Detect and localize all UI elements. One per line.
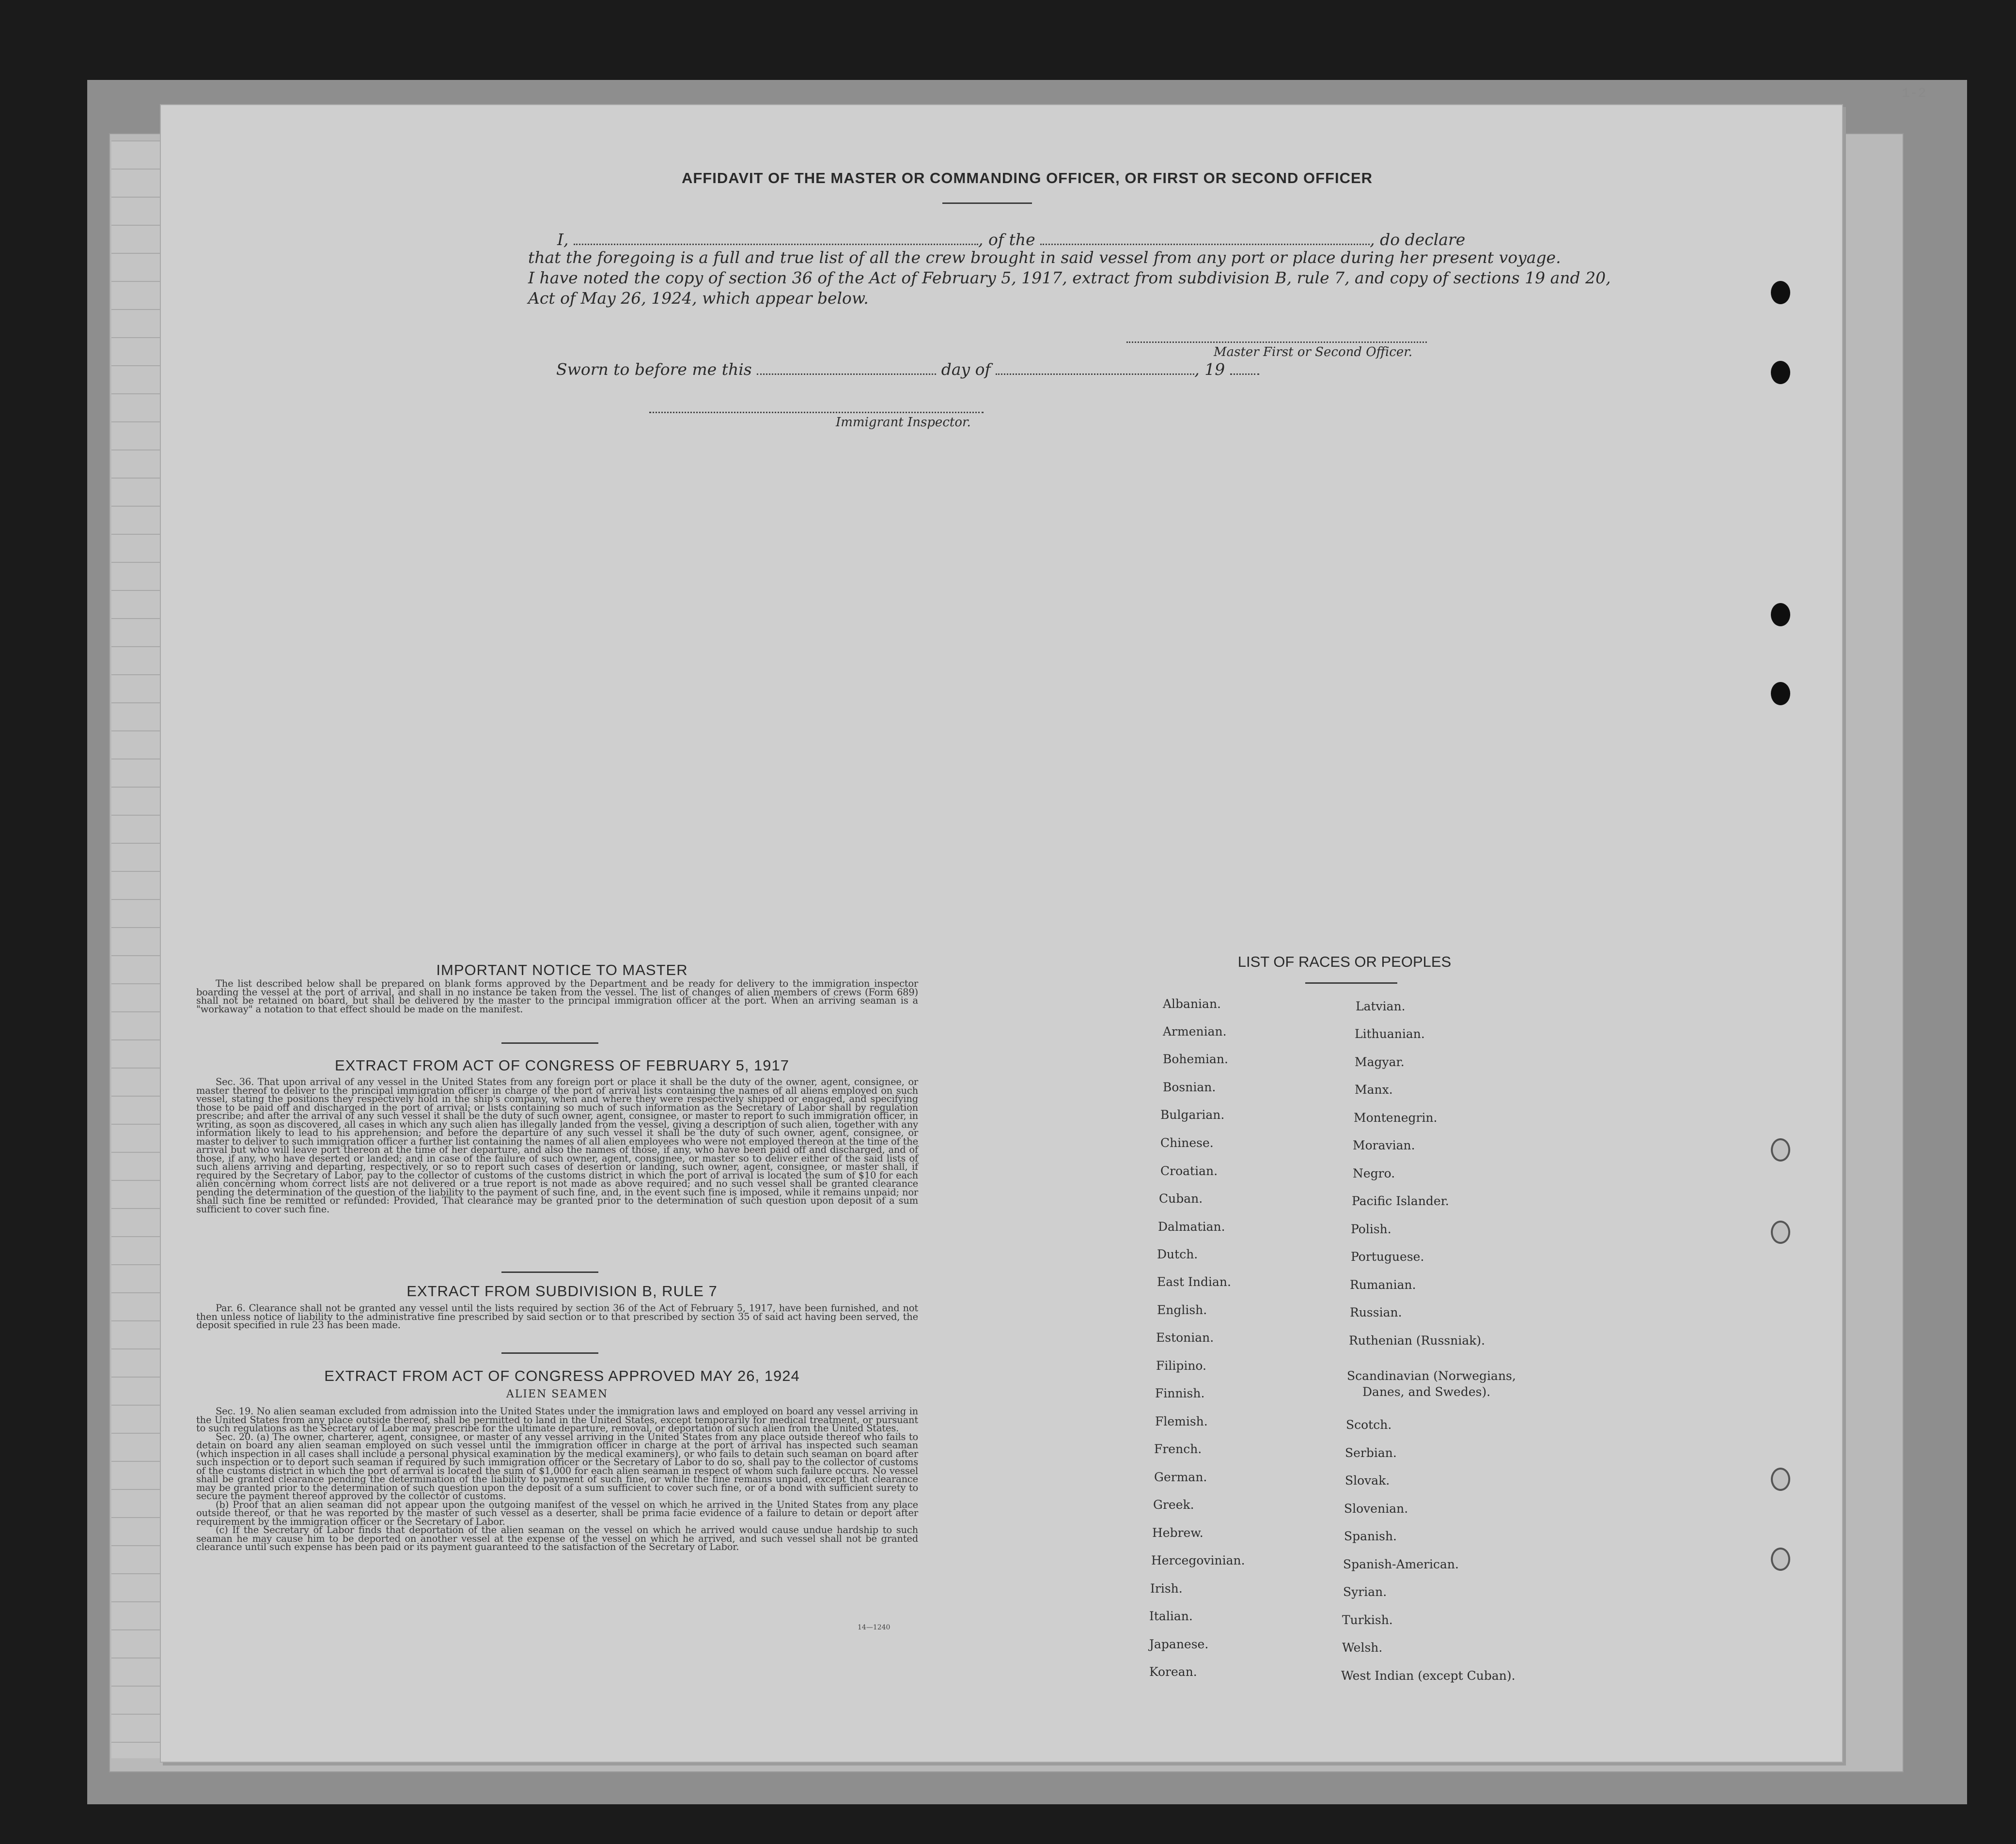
- section-rule: [501, 1352, 598, 1354]
- races-title: LIST OF RACES OR PEOPLES: [1237, 953, 1452, 970]
- notice-body: [196, 979, 918, 1013]
- sec-20a-paragraph: Sec. 20. (a) The owner, charterer, agent, consignee, or master of any vessel arriving in the United States from any place outside thereof who fails to detain on board any alien seaman employed on such vessel until the immigration officer in charge at the port of arrival has inspected such seaman (which inspection in all cases shall include a personal physical examination by the medical examiners), or who fails to detain such seaman on board after such inspection or to deport such seaman if required by such immigration officer or the Secretary of Labor to do so, shall pay to the collector of customs of the customs district in which the port of arrival is located the sum of $1,000 for each alien seaman in respect of whom such failure occurs. No vessel shall be granted clearance pending the determination of the liability to payment of such fine, or while the fine remains unpaid, except that clearance may be granted prior to the determination of such question upon the deposit of a sum sufficient to cover such fine, or of a bond with sufficient surety to secure the payment thereof approved by the collector of customs.: [196, 1431, 918, 1502]
- race-item: Turkish.: [1342, 1613, 1393, 1627]
- form-number: 14—1240: [858, 1624, 891, 1631]
- race-item: Italian.: [1149, 1609, 1193, 1623]
- race-item: Estonian.: [1156, 1331, 1214, 1345]
- race-item: Spanish-American.: [1343, 1557, 1459, 1571]
- race-item: Welsh.: [1342, 1641, 1383, 1655]
- extract-1917-body: [196, 1078, 918, 1213]
- affidavit-line-2: that the foregoing is a full and true list of all the crew brought in said vessel from any port or place during her present voyage.: [528, 248, 1561, 267]
- race-item: Flemish.: [1155, 1414, 1208, 1428]
- race-item: French.: [1154, 1442, 1202, 1456]
- extract-1924-body: [196, 1407, 918, 1551]
- punch-hole: [1771, 1548, 1790, 1571]
- races-title-rule: [1305, 982, 1397, 984]
- race-item: Syrian.: [1343, 1585, 1387, 1599]
- extract-1917-title: EXTRACT FROM ACT OF CONGRESS OF FEBRUARY 5, 1917: [334, 1057, 790, 1074]
- race-item: Finnish.: [1155, 1386, 1205, 1400]
- punch-hole: [1771, 1468, 1790, 1491]
- race-item: Rumanian.: [1350, 1278, 1416, 1292]
- race-item: Bosnian.: [1163, 1080, 1216, 1094]
- do-declare-label: , do declare: [1370, 230, 1466, 249]
- frame-number: 1-2: [1902, 86, 1926, 101]
- race-item: West Indian (except Cuban).: [1341, 1669, 1516, 1683]
- alien-seamen-subtitle: ALIEN SEAMEN: [506, 1388, 609, 1400]
- title-rule: [942, 202, 1032, 204]
- i-label: I,: [557, 230, 569, 249]
- race-item: Spanish.: [1344, 1529, 1397, 1543]
- extract-rule7-body: [196, 1304, 918, 1330]
- race-item: Danes, and Swedes).: [1362, 1385, 1491, 1399]
- vessel-blank: [1040, 228, 1370, 245]
- race-item: German.: [1154, 1470, 1207, 1484]
- par-6-paragraph: Par. 6. Clearance shall not be granted any vessel until the lists required by section 36 of the Act of February 5, 1917, have been furnished, and not then unless notice of liability to the administrative fine prescribed by said section or to that prescribed by section 35 of said act having been served, the deposit specified in rule 23 has been made.: [196, 1302, 918, 1331]
- race-item: Hebrew.: [1152, 1526, 1203, 1540]
- race-item: Greek.: [1153, 1498, 1194, 1512]
- sworn-line: [556, 357, 1477, 379]
- race-item: Japanese.: [1149, 1637, 1209, 1651]
- race-item: Lithuanian.: [1355, 1027, 1425, 1041]
- race-item: Slovenian.: [1344, 1502, 1408, 1516]
- race-item: Dutch.: [1157, 1247, 1198, 1261]
- race-item: Bohemian.: [1163, 1052, 1228, 1066]
- extract-rule7-title: EXTRACT FROM SUBDIVISION B, RULE 7: [406, 1283, 718, 1300]
- master-signature-line[interactable]: [1126, 341, 1427, 343]
- race-item: Pacific Islander.: [1352, 1194, 1449, 1208]
- race-item: Korean.: [1149, 1665, 1197, 1679]
- race-item: Scandinavian (Norwegians,: [1347, 1369, 1516, 1383]
- race-item: Slovak.: [1345, 1473, 1390, 1488]
- extract-1924-title: EXTRACT FROM ACT OF CONGRESS APPROVED MAY 26, 1924: [324, 1367, 800, 1384]
- punch-hole: [1771, 682, 1790, 705]
- year-label: , 19: [1194, 360, 1225, 379]
- race-item: Negro.: [1353, 1166, 1395, 1180]
- notice-paragraph: The list described below shall be prepared on blank forms approved by the Department and be ready for delivery to the immigration inspector boarding the vessel at the port of arrival, and shall in no instance be taken from the vessel. The list of changes of alien members of crews (Form 689) shall not be retained on board, but shall be delivered by the master to the principal immigration officer at the port. When an arriving seaman is a "workaway" a notation to that effect should be made on the manifest.: [196, 978, 918, 1015]
- section-rule: [501, 1042, 598, 1044]
- punch-hole: [1771, 361, 1790, 384]
- year-blank[interactable]: [1230, 357, 1259, 375]
- race-item: Ruthenian (Russniak).: [1349, 1333, 1485, 1348]
- race-item: Albanian.: [1163, 997, 1221, 1011]
- day-of-label: day of: [941, 360, 991, 379]
- race-item: English.: [1157, 1303, 1207, 1317]
- master-signature-label: Master First or Second Officer.: [1214, 345, 1413, 359]
- affidavit-title: AFFIDAVIT OF THE MASTER OR COMMANDING OFFICER, OR FIRST OR SECOND OFFICER: [681, 170, 1373, 186]
- inspector-signature-label: Immigrant Inspector.: [836, 415, 971, 430]
- punch-hole: [1771, 1138, 1790, 1162]
- sec-36-paragraph: Sec. 36. That upon arrival of any vessel in the United States from any foreign port or place it shall be the duty of the owner, agent, consignee, or master thereof to deliver to the principal immigration officer in charge of the port of arrival lists containing the names of all aliens employed on such vessel, stating the positions they respectively hold in the ship's company, when and where they were respectively shipped or engaged, and specifying those to be paid off and discharged in the port of arrival; or lists containing so much of such information as the Secretary of Labor shall by regulation prescribe; and after the arrival of any such vessel it shall be the duty of such owner, agent, consignee, or master to report to such immigration officer, in writing, as soon as discovered, all cases in which any such alien has illegally landed from the vessel, giving a description of such alien, together with any information likely to lead to his apprehension; and before the departure of any such vessel it shall be the duty of such owner, agent, consignee, or master to deliver to such immigration officer a further list containing the names of all alien employees who were not employed thereon at the time of the arrival but who will leave port thereon at the time of her departure, and also the names of those, if any, who have been paid off and discharged, and of those, if any, who have deserted or landed; and in case of the failure of such owner, agent, consignee, or master so to deliver either of the said lists of such aliens arriving and departing, respectively, or so to report such cases of desertion or landing, such owner, agent, consignee, or master shall, if required by the Secretary of Labor, pay to the collector of customs of the customs district in which the port of arrival is located the sum of $10 for each alien concerning whom correct lists are not delivered or a true report is not made as above required; and no such vessel shall be granted clearance pending the determination of the question of the liability to the payment of such fine, and, in the event such fine is imposed, while it remains unpaid; nor shall such fine be remitted or refunded: Provided, That clearance may be granted prior to the determination of such question upon deposit of a sum sufficient to cover such fine.: [196, 1076, 918, 1215]
- race-item: Polish.: [1351, 1222, 1391, 1236]
- name-blank: [574, 228, 978, 245]
- race-item: Bulgarian.: [1160, 1108, 1225, 1122]
- race-item: East Indian.: [1157, 1275, 1231, 1289]
- of-the-label: , of the: [978, 230, 1035, 249]
- race-item: Dalmatian.: [1158, 1220, 1225, 1234]
- race-item: Filipino.: [1156, 1359, 1206, 1373]
- race-item: Armenian.: [1163, 1024, 1227, 1038]
- underlying-grid-edge: [111, 140, 166, 1758]
- race-item: Scotch.: [1346, 1418, 1392, 1432]
- sworn-label: Sworn to before me this: [556, 360, 752, 379]
- race-item: Russian.: [1350, 1305, 1402, 1319]
- race-item: Cuban.: [1159, 1192, 1203, 1206]
- day-blank[interactable]: [757, 357, 936, 375]
- race-item: Serbian.: [1345, 1446, 1397, 1460]
- affidavit-line-4: Act of May 26, 1924, which appear below.: [528, 289, 869, 308]
- punch-hole: [1771, 281, 1790, 304]
- sec-20b-paragraph: (b) Proof that an alien seaman did not appear upon the outgoing manifest of the vessel on which he arrived in the United States from any place outside thereof, or that he was reported by the master of such vessel as a deserter, shall be prima facie evidence of a failure to detain or deport after requirement by the immigration officer or the Secretary of Labor.: [196, 1499, 918, 1527]
- race-item: Latvian.: [1356, 999, 1406, 1013]
- race-item: Magyar.: [1355, 1055, 1405, 1069]
- race-item: Manx.: [1355, 1083, 1393, 1097]
- sec-19-paragraph: Sec. 19. No alien seaman excluded from admission into the United States under the immigration laws and employed on board any vessel arriving in the United States from any place outside thereof, shall be permitted to land in the United States, except temporarily for medical treatment, or pursuant to such regulations as the Secretary of Labor may prescribe for the ultimate departure, removal, or deportation of such alien from the United States.: [196, 1406, 918, 1434]
- notice-title: IMPORTANT NOTICE TO MASTER: [436, 961, 688, 978]
- race-item: Hercegovinian.: [1151, 1553, 1245, 1567]
- race-item: Croatian.: [1160, 1164, 1218, 1178]
- sec-20c-paragraph: (c) If the Secretary of Labor finds that deportation of the alien seaman on the vessel on which he arrived would cause undue hardship to such seaman he may cause him to be deported on another vessel at the expense of the vessel on which he arrived, and such vessel shall not be granted clearance until such expense has been paid or its payment guaranteed to the satisfaction of the Secretary of Labor.: [196, 1524, 918, 1552]
- punch-hole: [1771, 1221, 1790, 1244]
- race-item: Portuguese.: [1351, 1250, 1424, 1264]
- section-rule: [501, 1271, 598, 1273]
- race-item: Moravian.: [1353, 1138, 1415, 1152]
- race-item: Montenegrin.: [1354, 1111, 1438, 1125]
- affidavit-line-1: [528, 228, 1466, 249]
- month-blank[interactable]: [996, 357, 1194, 375]
- race-item: Irish.: [1150, 1581, 1183, 1596]
- race-item: Chinese.: [1160, 1136, 1214, 1150]
- affidavit-line-3: I have noted the copy of section 36 of the Act of February 5, 1917, extract from subdivision B, rule 7, and copy of sections 19 and 20,: [528, 268, 1611, 287]
- punch-hole: [1771, 603, 1790, 626]
- inspector-signature-line[interactable]: [649, 412, 984, 413]
